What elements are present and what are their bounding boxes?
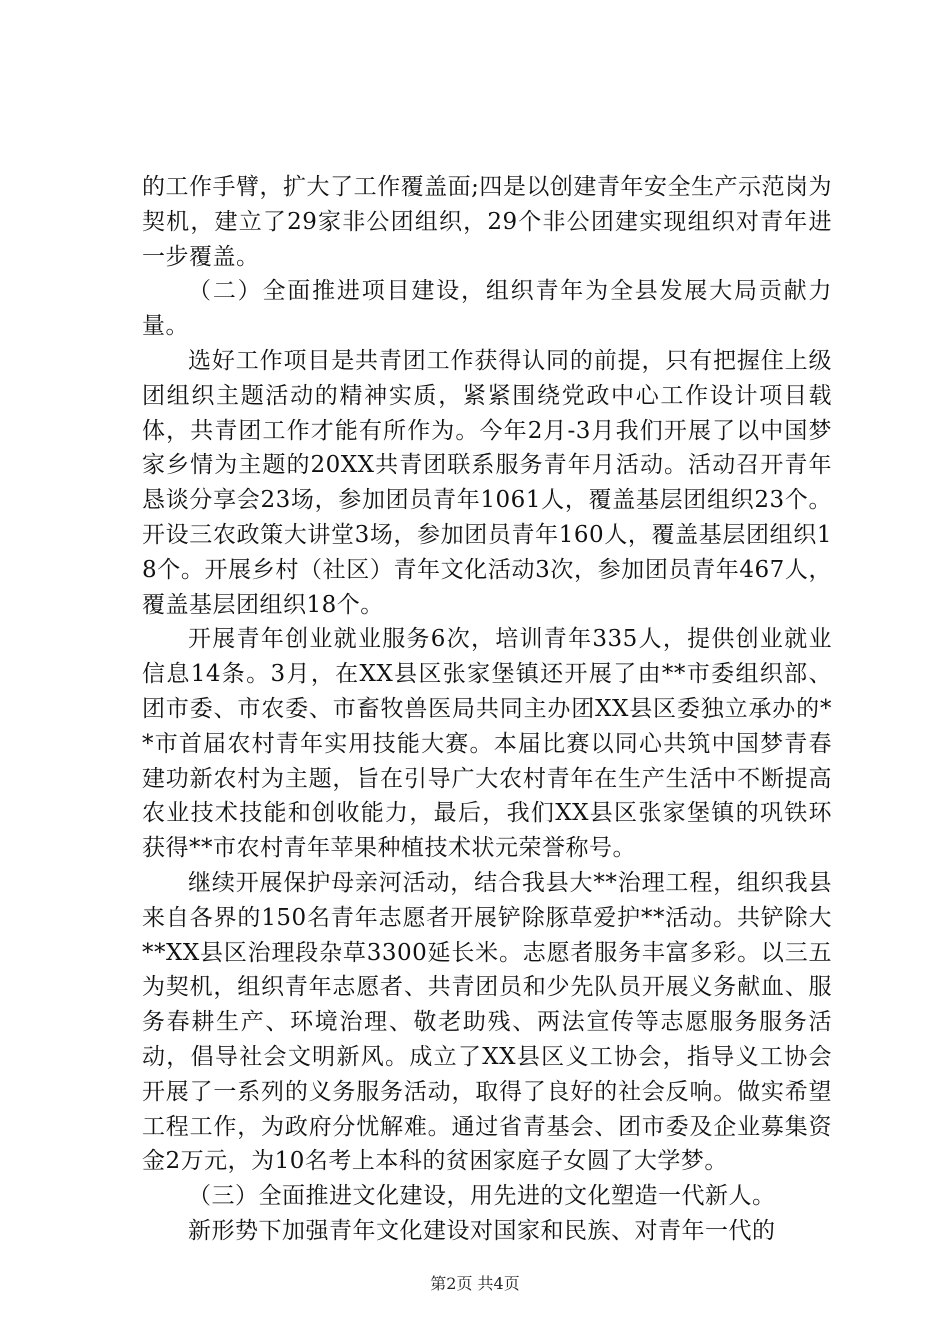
paragraph-employment: 开展青年创业就业服务6次，培训青年335人，提供创业就业信息14条。3月，在XX县区张家堡镇还开展了由**市委组织部、团市委、市农委、市畜牧兽医局共同主办团XX县区委独立承办的**市首届农村青年实用技能大赛。本届比赛以同心共筑中国梦青春建功新农村为主题，旨在引导广大农村青年在生产生活中不断提高农业技术技能和创收能力，最后，我们XX县区张家堡镇的巩铁环获得**市农村青年苹果种植技术状元荣誉称号。	[142, 626, 832, 862]
paragraph-volunteers: 继续开展保护母亲河活动，结合我县大**治理工程，组织我县来自各界的150名青年志愿者开展铲除豚草爱护**活动。共铲除大**XX县区治理段杂草3300延长米。志愿者服务丰富多彩。以三五为契机，组织青年志愿者、共青团员和少先队员开展义务献血、服务春耕生产、环境治理、敬老助残、两法宣传等志愿服务服务活动，倡导社会文明新风。成立了XX县区义工协会，指导义工协会开展了一系列的义务服务活动，取得了良好的社会反响。做实希望工程工作，为政府分忧解难。通过省青基会、团市委及企业募集资金2万元，为10名考上本科的贫困家庭子女圆了大学梦。	[142, 869, 832, 1175]
paragraph-culture: 新形势下加强青年文化建设对国家和民族、对青年一代的	[188, 1217, 776, 1244]
paragraph-projects: 选好工作项目是共青团工作获得认同的前提，只有把握住上级团组织主题活动的精神实质，紧紧围绕党政中心工作设计项目载体，共青团工作才能有所作为。今年2月-3月我们开展了以中国梦家乡情为主题的20XX共青团联系服务青年月活动。活动召开青年恳谈分享会23场，参加团员青年1061人，覆盖基层团组织23个。开设三农政策大讲堂3场，参加团员青年160人，覆盖基层团组织18个。开展乡村（社区）青年文化活动3次，参加团员青年467人，覆盖基层团组织18个。	[142, 347, 832, 618]
paragraph-continuation: 的工作手臂，扩大了工作覆盖面;四是以创建青年安全生产示范岗为契机，建立了29家非公团组织，29个非公团建实现组织对青年进一步覆盖。	[142, 174, 832, 270]
section-heading-2: （二）全面推进项目建设，组织青年为全县发展大局贡献力量。	[142, 278, 832, 340]
section-heading-3: （三）全面推进文化建设，用先进的文化塑造一代新人。	[188, 1183, 776, 1210]
page-number-footer: 第2页 共4页	[430, 1274, 520, 1293]
body-text	[142, 170, 832, 1249]
